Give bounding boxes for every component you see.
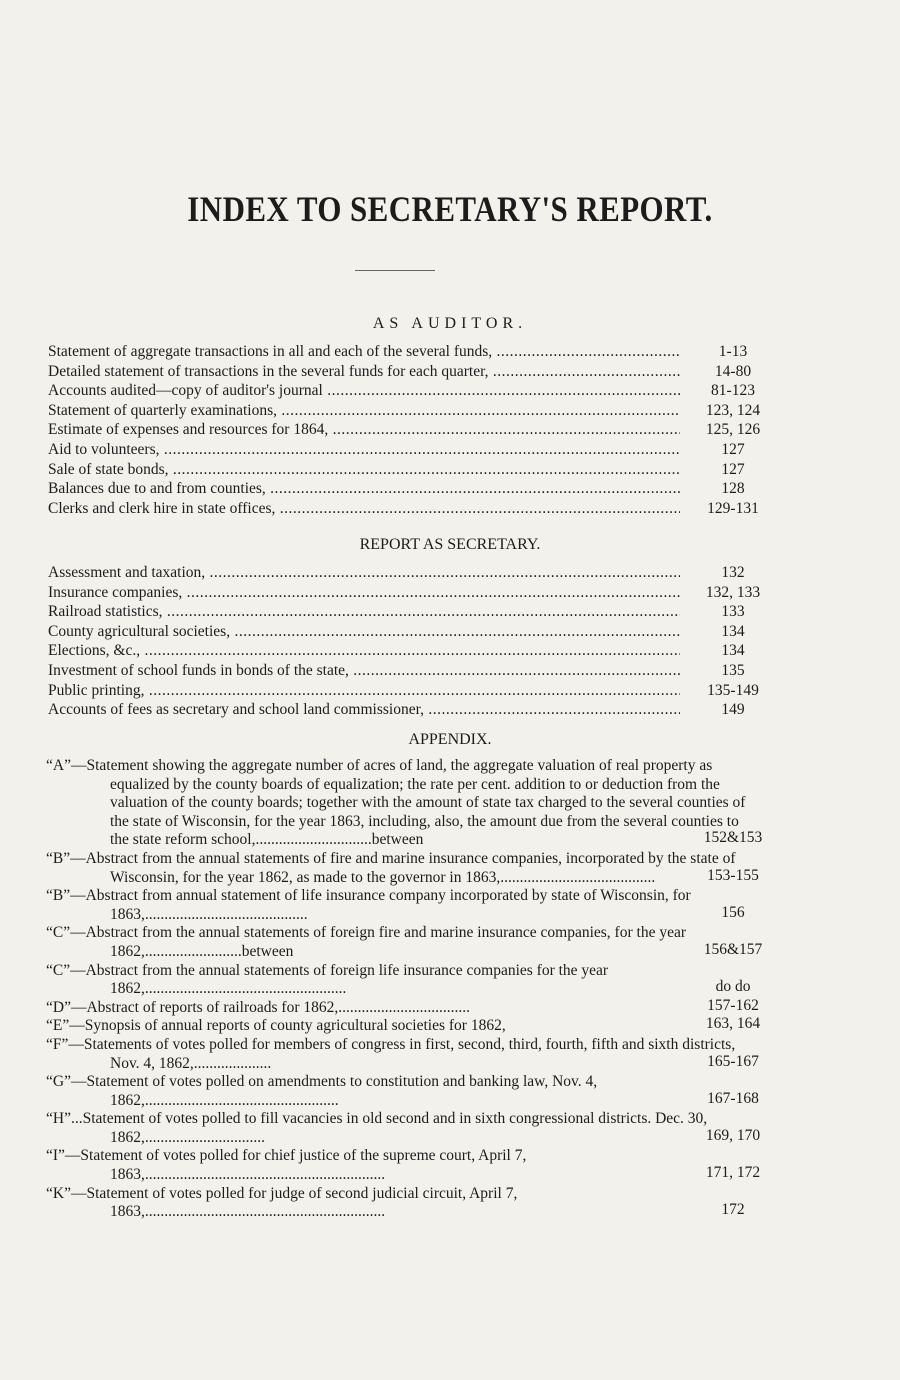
entry-pages: 156 bbox=[721, 903, 745, 921]
entry-pages: 1-13 bbox=[718, 343, 748, 360]
page-title: INDEX TO SECRETARY'S REPORT. bbox=[187, 189, 713, 229]
entry-text: Clerks and clerk hire in state offices, ..... bbox=[48, 499, 680, 518]
index-entry bbox=[48, 362, 788, 382]
entry-pages: 132 bbox=[721, 564, 745, 581]
entry-text: “G”—Statement of votes polled on amendments to constitution and banking law, Nov. 4, 1862,.................................................. bbox=[46, 1073, 598, 1109]
entry-pages: 165-167 bbox=[707, 1052, 759, 1070]
entry-pages: 125, 126 bbox=[705, 421, 761, 439]
index-entry bbox=[48, 661, 788, 681]
entry-pages: 123, 124 bbox=[705, 401, 761, 419]
index-entry bbox=[48, 342, 788, 362]
entry-pages: 152&153 bbox=[703, 829, 763, 847]
entry-text: “B”—Abstract from the annual statements of fire and marine insurance companies, incorporated by the state of Wisconsin, for the year 1862, as made to the governor in 1863,........................................ bbox=[46, 849, 736, 886]
index-entry bbox=[48, 460, 788, 480]
entry-pages: 153-155 bbox=[707, 866, 759, 884]
entry-pages: 127 bbox=[721, 440, 745, 458]
entry-text: “F”—Statements of votes polled for members of congress in first, second, third, fourth, fifth and sixth districts, Nov. 4, 1862,.................... bbox=[46, 1035, 736, 1072]
entry-pages: 81-123 bbox=[711, 382, 755, 400]
entry-pages: do do bbox=[715, 978, 751, 996]
index-entry bbox=[48, 440, 788, 460]
entry-pages: 169, 170 bbox=[705, 1126, 761, 1144]
entry-pages: 157-162 bbox=[707, 996, 759, 1014]
entry-text: Assessment and taxation, ..... bbox=[48, 563, 680, 582]
appendix-heading: APPENDIX. bbox=[408, 731, 492, 748]
entry-text: Elections, &c., ..... bbox=[48, 641, 680, 660]
appendix-entry bbox=[46, 757, 788, 850]
index-entry bbox=[48, 700, 788, 720]
entry-pages: 134 bbox=[721, 622, 745, 640]
entry-text: Investment of school funds in bonds of the state, ..... bbox=[48, 661, 680, 680]
entry-text: Accounts of fees as secretary and school land commissioner, ..... bbox=[48, 700, 680, 719]
index-entry bbox=[48, 622, 788, 642]
auditor-entries bbox=[48, 342, 788, 518]
entry-text: Detailed statement of transactions in the several funds for each quarter, ..... bbox=[48, 362, 680, 381]
entry-text: Sale of state bonds, ..... bbox=[48, 460, 680, 479]
entry-text: Estimate of expenses and resources for 1864, ..... bbox=[48, 420, 680, 439]
appendix-entry bbox=[46, 1017, 788, 1036]
appendix-entry bbox=[46, 1147, 788, 1184]
entry-pages: 134 bbox=[721, 642, 745, 660]
appendix-entry bbox=[46, 996, 788, 1018]
entry-text: Balances due to and from counties, ..... bbox=[48, 479, 680, 498]
auditor-heading: AS AUDITOR. bbox=[372, 315, 528, 332]
entry-pages: 14-80 bbox=[714, 362, 752, 380]
appendix-entry bbox=[46, 887, 788, 924]
entry-text: County agricultural societies, ..... bbox=[48, 622, 680, 641]
entry-text: “K”—Statement of votes polled for judge of second judicial circuit, April 7, 1863,.............................................................. bbox=[46, 1184, 518, 1221]
entry-pages: 172 bbox=[721, 1201, 745, 1219]
entry-text: “A”—Statement showing the aggregate number of acres of land, the aggregate valuation of real property as equalized by the county boards of equalization; the rate per cent. addition to or deduction from the valuation of the county boards; together with the amount of state tax charged to the several counties of the state of Wisconsin, for the year 1863, including, also, the amount due from the several counties to the state reform school,..............................between bbox=[46, 757, 746, 849]
index-entry bbox=[48, 499, 788, 519]
index-entry bbox=[48, 583, 788, 603]
entry-pages: 133 bbox=[721, 603, 745, 621]
entry-text: Statement of aggregate transactions in all and each of the several funds, ..... bbox=[48, 342, 680, 361]
entry-text: “C”—Abstract from the annual statements of foreign life insurance companies for the year 1862,.................................................... bbox=[46, 961, 609, 998]
appendix-entries bbox=[46, 757, 788, 1222]
entry-text: “I”—Statement of votes polled for chief justice of the supreme court, April 7, 1863,.............................................................. bbox=[46, 1147, 527, 1184]
entry-text: Railroad statistics, ..... bbox=[48, 602, 680, 621]
entry-pages: 163, 164 bbox=[705, 1015, 761, 1033]
entry-text: “D”—Abstract of reports of railroads for 1862,.................................. bbox=[46, 998, 471, 1016]
entry-pages: 128 bbox=[721, 480, 745, 498]
entry-text: “B”—Abstract from annual statement of life insurance company incorporated by state of Wisconsin, for 1863,.......................................... bbox=[46, 887, 691, 923]
appendix-entry bbox=[46, 850, 788, 887]
index-entry bbox=[48, 563, 788, 583]
index-entry bbox=[48, 420, 788, 440]
appendix-entry bbox=[46, 1110, 788, 1147]
entry-pages: 167-168 bbox=[707, 1089, 759, 1107]
appendix-entry bbox=[46, 1036, 788, 1073]
appendix-entry bbox=[46, 962, 788, 999]
entry-pages: 127 bbox=[721, 460, 745, 478]
secretary-heading: REPORT AS SECRETARY. bbox=[359, 536, 541, 553]
entry-pages: 149 bbox=[721, 701, 745, 719]
entry-text: Aid to volunteers, ..... bbox=[48, 440, 680, 459]
entry-text: Statement of quarterly examinations, ..... bbox=[48, 401, 680, 420]
entry-pages: 129-131 bbox=[707, 499, 759, 517]
entry-text: Public printing, ..... bbox=[48, 681, 680, 700]
appendix-entry bbox=[46, 1185, 788, 1222]
entry-pages: 132, 133 bbox=[705, 583, 761, 601]
secretary-entries bbox=[48, 563, 788, 720]
appendix-entry bbox=[46, 924, 788, 961]
entry-text: “C”—Abstract from the annual statements of foreign fire and marine insurance companies, for the year 1862,.........................between bbox=[46, 924, 686, 960]
entry-text: Accounts audited—copy of auditor's journal ..... bbox=[48, 381, 680, 400]
index-entry bbox=[48, 681, 788, 701]
entry-pages: 135-149 bbox=[707, 681, 759, 699]
entry-text: “H”...Statement of votes polled to fill vacancies in old second and in sixth congressional districts. Dec. 30, 1862,............................... bbox=[46, 1110, 708, 1146]
index-entry bbox=[48, 641, 788, 661]
index-entry bbox=[48, 479, 788, 499]
entry-pages: 156&157 bbox=[703, 940, 763, 958]
entry-text: Insurance companies, ..... bbox=[48, 583, 680, 602]
entry-pages: 171, 172 bbox=[705, 1164, 761, 1182]
index-entry bbox=[48, 602, 788, 622]
entry-text: “E”—Synopsis of annual reports of county agricultural societies for 1862, bbox=[46, 1017, 506, 1035]
appendix-entry bbox=[46, 1073, 788, 1110]
index-entry bbox=[48, 381, 788, 401]
title-divider bbox=[355, 270, 435, 271]
index-entry bbox=[48, 401, 788, 421]
entry-pages: 135 bbox=[721, 661, 745, 679]
